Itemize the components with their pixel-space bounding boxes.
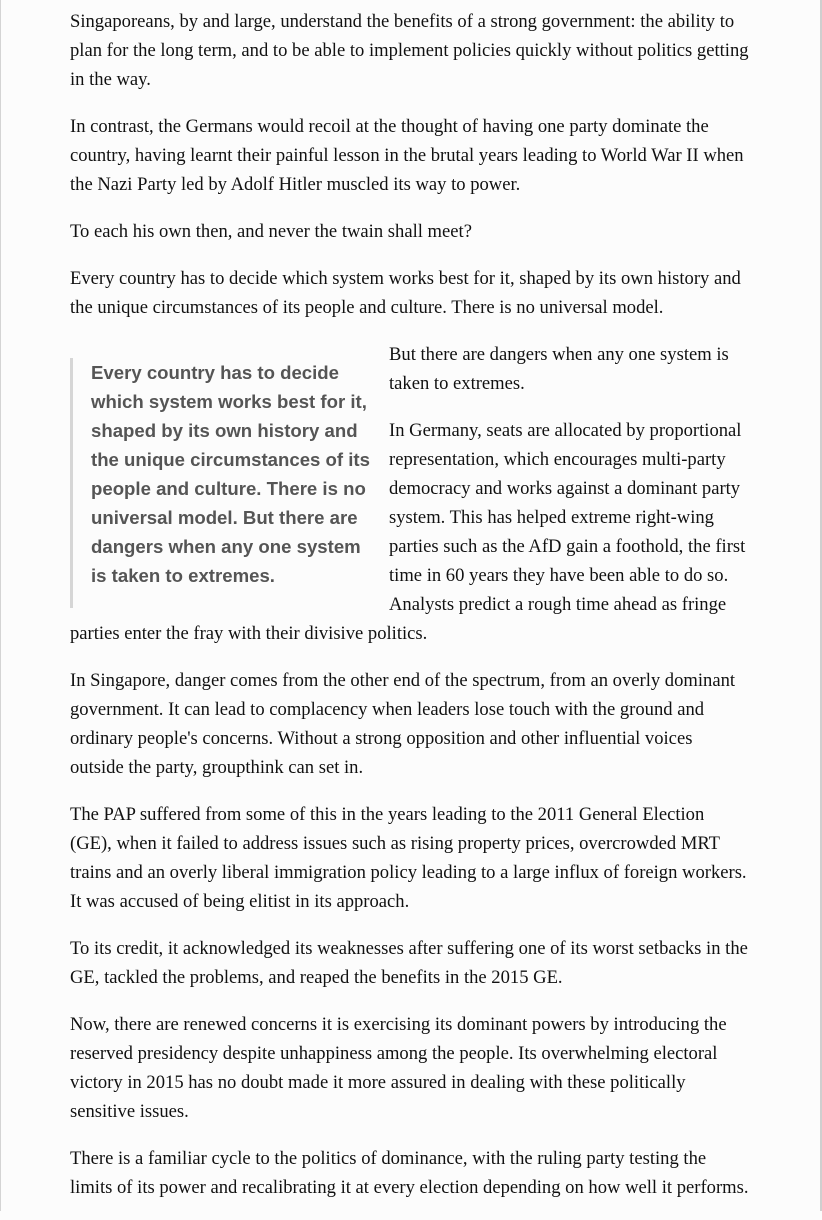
article-paragraph: But there are dangers when any one system is taken to extremes.: [389, 344, 729, 394]
article-body: [70, 7, 750, 1220]
article-paragraph: In contrast, the Germans would recoil at the thought of having one party dominate the country, having learnt their painful lesson in the brutal years leading to World War II when the Nazi Party led by Adolf Hitler muscled its way to power.: [70, 116, 744, 195]
page-left-edge: [0, 0, 1, 1211]
article-paragraph: The PAP suffered from some of this in the years leading to the 2011 General Election (GE), when it failed to address issues such as rising property prices, overcrowded MRT trains and an overly liberal immigration policy leading to a large influx of foreign workers. It was accused of being elitist in its approach.: [70, 804, 747, 912]
article-paragraph: In Germany, seats are allocated by proportional representation, which encourages multi-party democracy and works against a dominant party system. This has helped extreme right-wing parties such as the AfD gain a foothold, the first time in 60 years they have been able to do so. Analysts predict a rough time ahead as fringe parties enter the fray with their divisive politics.: [70, 420, 746, 644]
article-paragraph: Every country has to decide which system works best for it, shaped by its own history and the unique circumstances of its people and culture. There is no universal model.: [70, 268, 741, 318]
pull-quote: [70, 358, 389, 608]
article-paragraph: There is a familiar cycle to the politics of dominance, with the ruling party testing the limits of its power and recalibrating it at every election depending on how well it performs.: [70, 1148, 749, 1198]
article-paragraph: Now, there are renewed concerns it is exercising its dominant powers by introducing the reserved presidency despite unhappiness among the people. Its overwhelming electoral victory in 2015 has no doubt made it more assured in dealing with these politically sensitive issues.: [70, 1014, 727, 1122]
article-paragraph: To its credit, it acknowledged its weaknesses after suffering one of its worst setbacks in the GE, tackled the problems, and reaped the benefits in the 2015 GE.: [70, 938, 748, 988]
article-paragraph: Singaporeans, by and large, understand the benefits of a strong government: the ability to plan for the long term, and to be able to implement policies quickly without politics getting in the way.: [70, 11, 749, 90]
article-paragraph: To each his own then, and never the twain shall meet?: [70, 221, 472, 242]
article-paragraph: In Singapore, danger comes from the other end of the spectrum, from an overly dominant government. It can lead to complacency when leaders lose touch with the ground and ordinary people's concerns. Without a strong opposition and other influential voices outside the party, groupthink can set in.: [70, 670, 736, 778]
pull-quote-text: Every country has to decide which system works best for it, shaped by its own history and the unique circumstances of its people and culture. There is no universal model. But there are dangers when any one system is taken to extremes.: [91, 362, 370, 586]
